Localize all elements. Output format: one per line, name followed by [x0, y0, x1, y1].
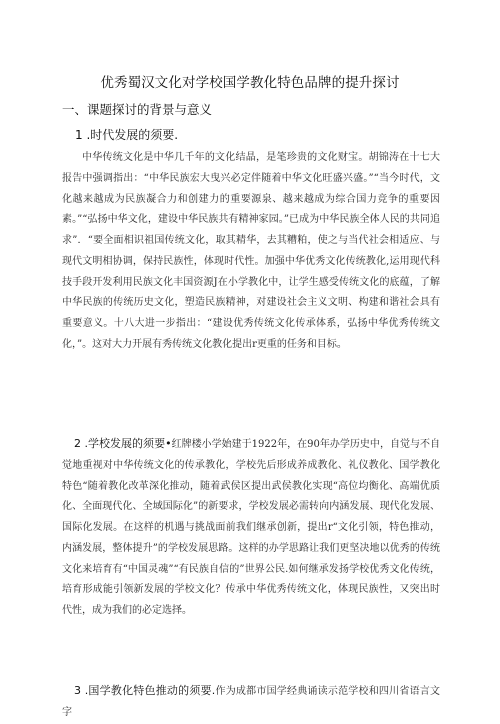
document-title: 优秀蜀汉文化对学校国学教化特色品牌的提升探讨 [100, 75, 400, 91]
paragraph-1-text: 中华传统文化是中华几千年的文化结晶，是笔珍贵的文化财宝。胡锦涛在十七大报告中强调指出：“中华民族宏大曳兴必定伴随着中华文化旺盛兴盛。”“当今时代，文化越来越成为民族凝合力和创建力的重要源泉、越来越成为综合国力竞争的重要因素。”“弘扬中华文化，建设中华民族共有精神家园。”已成为中华民族全体人民的共同追求”．“要全面相识祖国传统文化，取其精华，去其糟粕，使之与当代社会相适应、与现代文明相协调，保持民族性，体现时代性。加强中华优秀文化传统教化,运用现代科技手段开发利用民族文化丰国资源J在小学教化中，让学生感受传统文化的底蕴，了解中华民族的传统历史文化，塑造民族精神，对建设社会主义文明、构建和谐社会具有重要意义。十八大进一步指出：“建设优秀传统文化传承体系，弘扬中华优秀传统文化，”。这对大力开展有秀传统文化教化提出r更重的任务和目标。 [62, 152, 440, 350]
paragraph-3-text: 作为成都市国学经典诵读示范学校和四川省语言文字 [62, 686, 440, 718]
section-heading: 一、课题探讨的背景与意义 [62, 102, 213, 117]
paragraph-2-lead: 2 .学校发展的须要• [74, 437, 172, 450]
paragraph-1 [62, 148, 440, 356]
subsection-heading: 1 .时代发展的须要. [75, 128, 179, 142]
paragraph-3-lead: 3 .国学教化特色推动的须要. [74, 684, 216, 697]
paragraph-2-text: 红牌楼小学始建于1922年，在90年办学历史中，自觉与不自觉地重视对中华传统文化的传承教化，学校先后形成养成教化、礼仪教化、国学教化特色“随着教化改革深化推动，随着武侯区提出武侯教化实现“高位均衡化、高端优质化、全面现代化、全域国际化”的新要求，学校发展必需转向内涵发展、现代化发展、国际化发展。在这样的机遇与挑战面前我们继承创新，提出r“文化引领，特色推动，内涵发展，整体提升”的学校发展思路。这样的办学思路让我们更坚决地以优秀的传统文化来培育有“中国灵魂”“有民族自信的”世界公民.如何继承发扬学校优秀文化传统，培育形成能引领新发展的学校文化？传承中华优秀传统文化，体现民族性，又突出时代性，成为我们的必定选择。 [62, 439, 440, 616]
paragraph-2 [62, 434, 440, 622]
paragraph-3 [62, 681, 440, 724]
